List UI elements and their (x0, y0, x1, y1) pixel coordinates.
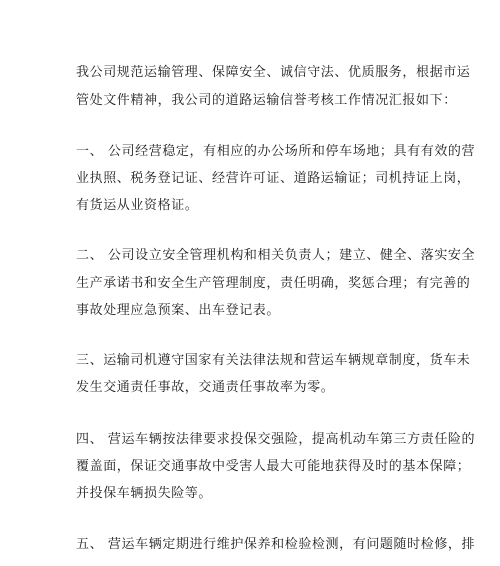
section-2-line-3: 事故处理应急预案、出车登记表。 (76, 303, 281, 318)
section-3-line-1: 三、运输司机遵守国家有关法律法规和营运车辆规章制度，货车未 (76, 353, 471, 368)
section-2-line-1: 二、 公司设立安全管理机构和相关负责人；建立、健全、落实安全 (76, 248, 476, 263)
intro-line-2: 管处文件精神，我公司的道路运输信誉考核工作情况汇报如下： (76, 93, 457, 108)
section-5-line-1: 五、 营运车辆定期进行维护保养和检验检测，有问题随时检修，排 (76, 537, 476, 552)
section-3-line-2: 发生交通责任事故，交通责任事故率为零。 (76, 380, 335, 395)
section-1-line-1: 一、 公司经营稳定，有相应的办公场所和停车场地；具有有效的营 (76, 144, 476, 159)
section-4-line-3: 并投保车辆损失险等。 (76, 486, 213, 501)
section-4-line-2: 覆盖面，保证交通事故中受害人最大可能地获得及时的基本保障； (76, 459, 471, 474)
section-2-line-2: 生产承诺书和安全生产管理制度，责任明确，奖惩合理；有完善的 (76, 276, 471, 291)
section-1-line-2: 业执照、税务登记证、经营许可证、道路运输证；司机持证上岗， (76, 171, 471, 186)
intro-line-1: 我公司规范运输管理、保障安全、诚信守法、优质服务，根据市运 (76, 65, 471, 80)
section-4-line-1: 四、 营运车辆按法律要求投保交强险，提高机动车第三方责任险的 (76, 432, 476, 447)
section-1-line-3: 有货运从业资格证。 (76, 198, 199, 213)
